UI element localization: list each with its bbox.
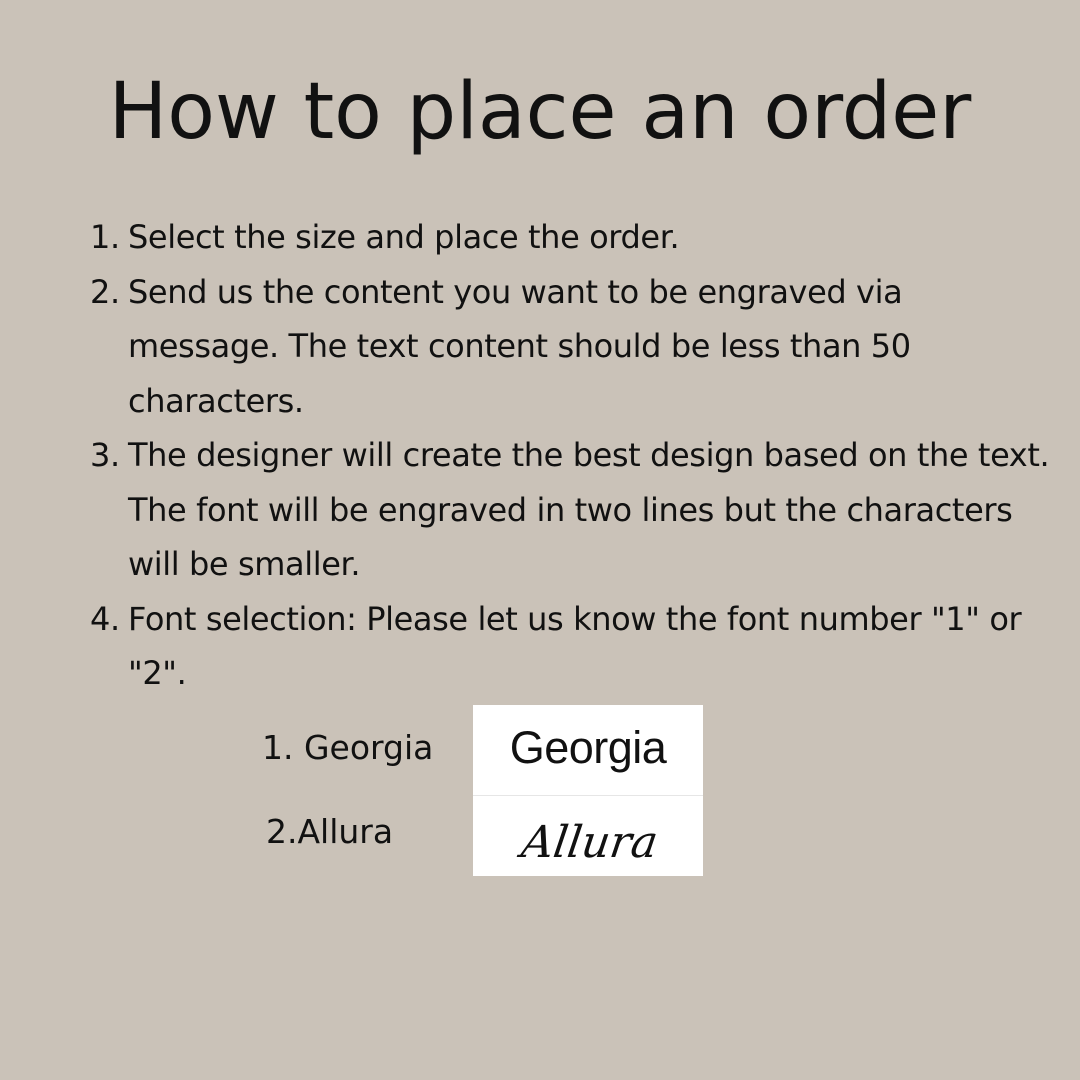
step-number: 3. — [90, 436, 120, 474]
font-sample-allura — [473, 805, 703, 873]
font-samples-card — [473, 705, 703, 876]
step-number: 4. — [90, 599, 120, 638]
sample-divider — [473, 795, 703, 796]
step-item — [90, 592, 1050, 701]
step-item — [90, 428, 1050, 592]
order-steps-list — [90, 210, 1050, 701]
font-option-label-allura: 2.Allura — [266, 812, 394, 851]
step-item — [90, 265, 1050, 429]
page-title: How to place an order — [108, 67, 972, 157]
step-text: The designer will create the best design based on the text. The font will be engraved in two lines but the characters will be smaller. — [128, 436, 1050, 583]
font-sample-georgia: Georgia — [509, 722, 667, 773]
step-number: 2. — [90, 272, 120, 311]
step-text: Select the size and place the order. — [128, 218, 680, 256]
step-text: Send us the content you want to be engraved via message. The text content should be less than 50 characters. — [128, 272, 911, 420]
step-text: Font selection: Please let us know the font number "1" or "2". — [128, 599, 1022, 692]
font-option-label-georgia: 1. Georgia — [262, 728, 434, 767]
font-sample-allura-text: Allura — [518, 817, 662, 868]
step-number: 1. — [90, 218, 120, 256]
step-item — [90, 210, 1050, 265]
